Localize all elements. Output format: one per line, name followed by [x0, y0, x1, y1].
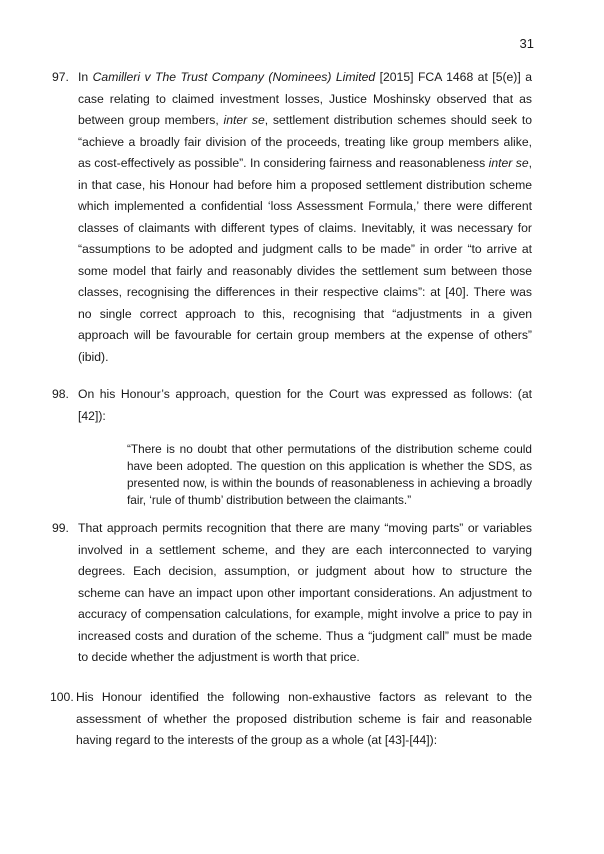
paragraph-number: 98.: [52, 387, 69, 401]
paragraph-text: In Camilleri v The Trust Company (Nominees) Limited [2015] FCA 1468 at [5(e)] a case relating to claimed investment losses, Justice Moshinsky observed that as between group members, inter se, settlement distribution schemes should seek to “achieve a broadly fair division of the proceeds, treating like group members alike, as cost-effectively as possible”. In considering fairness and reasonableness inter se, in that case, his Honour had before him a proposed settlement distribution scheme which implemented a confidential ‘loss Assessment Formula,’ there were different classes of claimants with different types of claims. Inevitably, it was necessary for “assumptions to be adopted and judgment calls to be made” in order “to arrive at some model that fairly and reasonably divides the settlement sum between those classes, recognising the differences in their respective claims”: at [40]. There was no single correct approach to this, recognising that “adjustments in a given approach will be favourable for certain group members at the expense of others” (ibid).: [78, 70, 532, 364]
paragraph-97: [52, 67, 532, 368]
paragraph-99: [52, 518, 532, 669]
block-quote: “There is no doubt that other permutations of the distribution scheme could have been adopted. The question on this application is whether the SDS, as presented now, is within the bounds of reasonableness in achieving a broadly fair, ‘rule of thumb’ distribution between the claimants.”: [127, 442, 532, 507]
paragraph-number: 97.: [52, 70, 69, 84]
paragraph-text: That approach permits recognition that there are many “moving parts” or variables involved in a settlement scheme, and they are each interconnected to varying degrees. Each decision, assumption, or judgment about how to structure the scheme can have an impact upon other important considerations. An adjustment to accuracy of compensation calculations, for example, might involve a price to pay in increased costs and duration of the scheme. Thus a “judgment call” must be made to decide whether the adjustment is worth that price.: [78, 521, 532, 664]
paragraph-text: His Honour identified the following non-exhaustive factors as relevant to the assessment of whether the proposed distribution scheme is fair and reasonable having regard to the interests of the group as a whole (at [43]-[44]):: [76, 690, 532, 747]
paragraph-number: 99.: [52, 521, 69, 535]
paragraph-text: On his Honour’s approach, question for the Court was expressed as follows: (at [42]):: [78, 387, 532, 423]
paragraph-number: 100.: [50, 690, 74, 704]
page-number: 31: [519, 36, 534, 51]
paragraph-98: [52, 384, 532, 427]
paragraph-100: [52, 687, 532, 752]
